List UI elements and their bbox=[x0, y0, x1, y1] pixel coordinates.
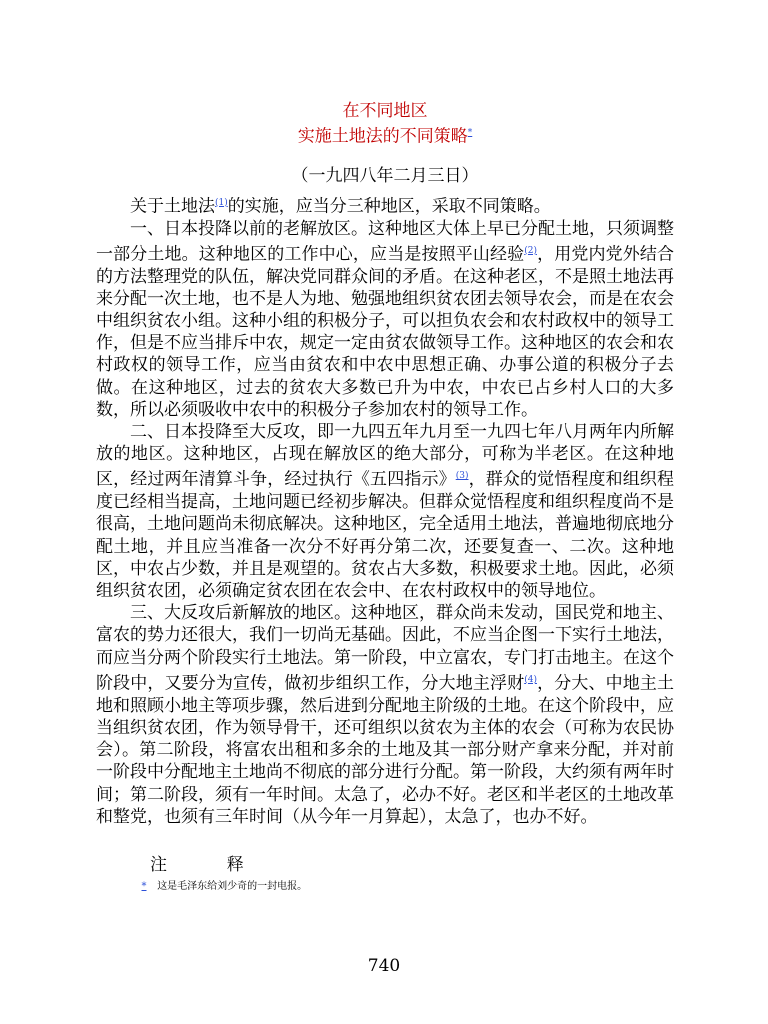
paragraph-new-areas bbox=[96, 602, 674, 828]
paragraph-text: ，用党内党外结合的方法整理党的队伍，解决党同群众间的矛盾。在这种老区，不是照土地法再来分配一次土地，也不是人为地、勉强地组织贫农团去领导农会，而是在农会中组织贫农小组。这种小组的积极分子，可以担负农会和农村政权中的领导工作，但是不应当排斥中农，规定一定由贫农做领导工作。这种地区的农会和农村政权的领导工作，应当由贫农和中农中思想正确、办事公道的积极分子去做。在这种地区，过去的贫农大多数已升为中农，中农已占乡村人口的大多数，所以必须吸收中农中的积极分子参加农村的领导工作。 bbox=[96, 244, 674, 420]
footnote-link-2[interactable]: (2) bbox=[524, 245, 537, 256]
paragraph-old-areas bbox=[96, 218, 674, 421]
page-number: 740 bbox=[367, 956, 401, 976]
footnote-link-1[interactable]: (1) bbox=[215, 197, 228, 208]
paragraph-text: 关于土地法 bbox=[130, 196, 215, 217]
document-title-text: 实施土地法的不同策略 bbox=[297, 126, 468, 147]
paragraph-text: 的实施，应当分三种地区，采取不同策略。 bbox=[227, 196, 551, 217]
paragraph-text: 三、大反攻后新解放的地区。这种地区，群众尚未发动，国民党和地主、富农的势力还很大，我们一切尚无基础。因此，不应当企图一下实行土地法，而应当分两个阶段实行土地法。第一阶段，中立富农，专门打击地主。在这个阶段中，又要分为宣传，做初步组织工作，分大地主浮财 bbox=[96, 603, 674, 694]
document-body bbox=[96, 192, 674, 828]
paragraph-text: ，分大、中地主土地和照顾小地主等项步骤，然后进到分配地主阶级的土地。在这个阶段中，应当组织贫农团，作为领导骨干，还可组织以贫农为主体的农会（可称为农民协会）。第二阶段，将富农出租和多余的土地及其一部分财产拿来分配，并对前一阶段中分配地主土地尚不彻底的部分进行分配。第一阶段，大约须有两年时间；第二阶段，须有一年时间。太急了，必办不好。老区和半老区的土地改革和整党，也须有三年时间（从今年一月算起），太急了，也办不好。 bbox=[96, 673, 674, 827]
paragraph-text: 一、日本投降以前的老解放区。这种地区大体上早已分配土地，只须调整一部分土地。这种地区的工作中心，应当是按照平山经验 bbox=[96, 218, 674, 265]
paragraph-text: 二、日本投降至大反攻，即一九四五年九月至一九四七年八月两年内所解放的地区。这种地区，占现在解放区的绝大部分，可称为半老区。在这种地区，经过两年清算斗争，经过执行《五四指示》 bbox=[96, 422, 674, 491]
note-item bbox=[96, 880, 674, 894]
footnote-link-3[interactable]: (3) bbox=[455, 471, 469, 482]
document-title-line1: 在不同地区 bbox=[342, 101, 428, 121]
note-text: 这是毛泽东给刘少奇的一封电报。 bbox=[157, 880, 308, 892]
title-footnote-link[interactable]: * bbox=[467, 128, 473, 138]
paragraph-text: ，群众的觉悟程度和组织程度已经相当提高，土地问题已经初步解决。但群众觉悟程度和组织程度尚不是很高，土地问题尚未彻底解决。这种地区，完全适用土地法，普遍地彻底地分配土地，并且应当准备一次分不好再分第二次，还要复查一、二次。这种地区，中农占少数，并且是观望的。贫农占大多数，积极要求土地。因此，必须组织贫农团，必须确定贫农团在农会中、在农村政权中的领导地位。 bbox=[96, 470, 675, 602]
document-date: （一九四八年二月三日） bbox=[291, 165, 479, 186]
notes-heading: 注 释 bbox=[150, 854, 272, 875]
document-title-line2 bbox=[96, 122, 674, 148]
note-backlink[interactable]: * bbox=[141, 880, 147, 892]
document-page bbox=[96, 100, 674, 894]
footnote-link-4[interactable]: (4) bbox=[524, 674, 537, 685]
paragraph-intro bbox=[96, 192, 674, 218]
paragraph-semi-old-areas bbox=[96, 421, 674, 602]
